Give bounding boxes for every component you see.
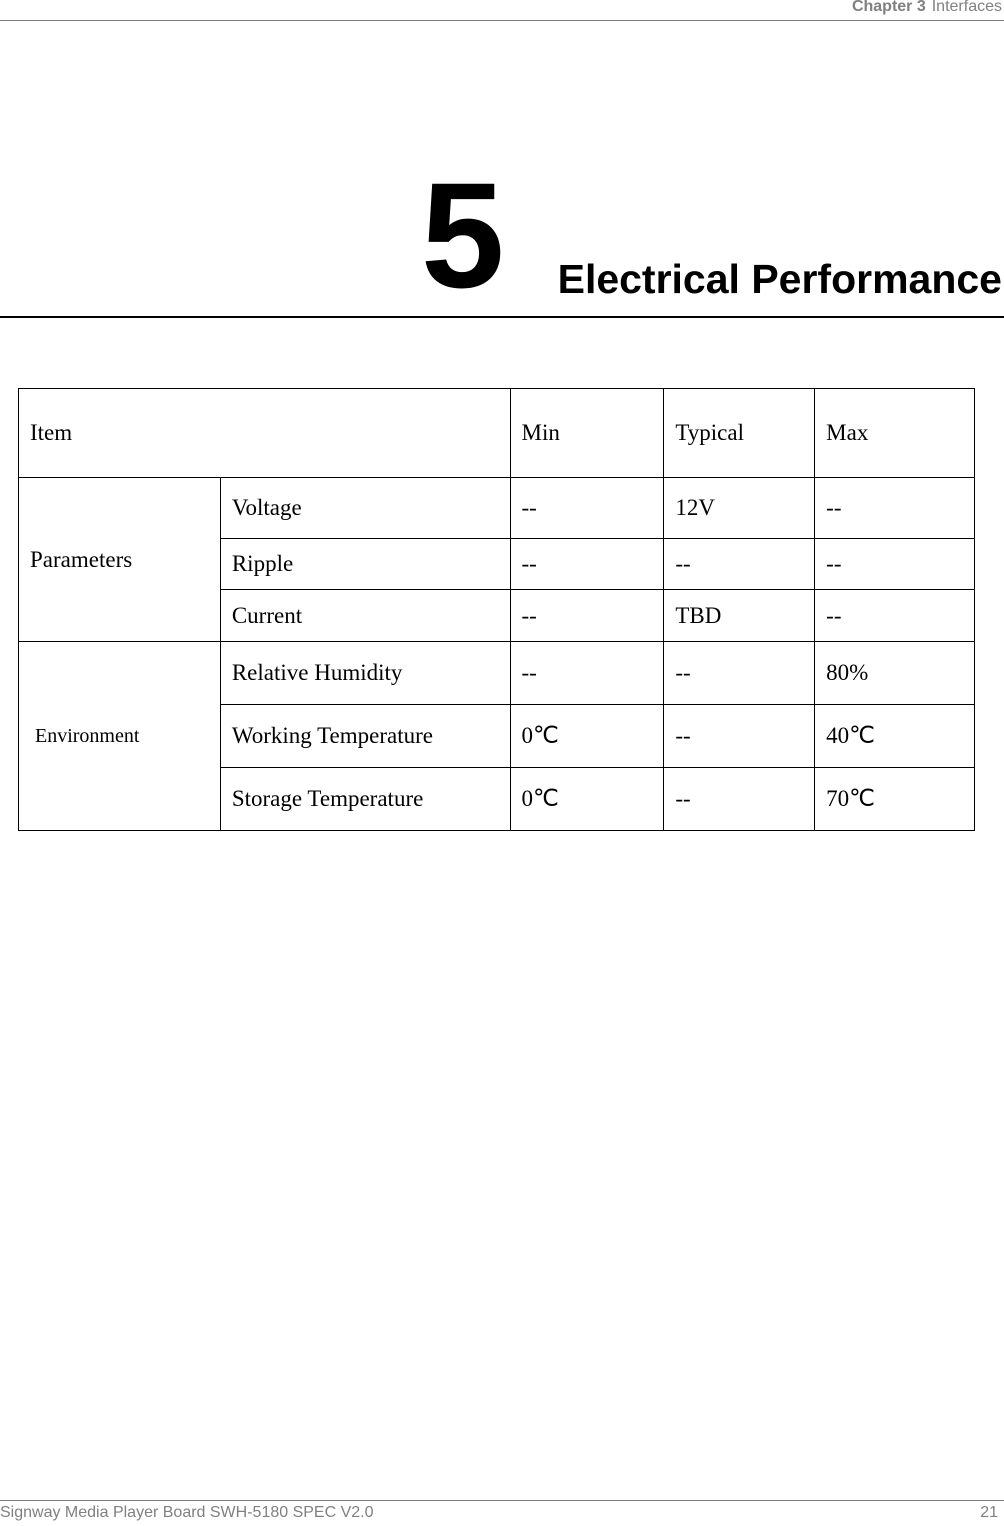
cell-item: Relative Humidity bbox=[220, 642, 510, 705]
chapter-number: 5 bbox=[421, 151, 503, 319]
cell-item: Current bbox=[220, 590, 510, 642]
page-header bbox=[0, 0, 1004, 21]
cell-min: -- bbox=[510, 539, 664, 590]
cell-min: 0℃ bbox=[510, 705, 664, 768]
table-row bbox=[19, 478, 975, 539]
cell-typical: TBD bbox=[664, 590, 815, 642]
header-cell-max: Max bbox=[815, 389, 975, 478]
cell-min: 0℃ bbox=[510, 768, 664, 831]
cell-typical: -- bbox=[664, 705, 815, 768]
cell-max: 70℃ bbox=[815, 768, 975, 831]
cell-item: Working Temperature bbox=[220, 705, 510, 768]
header-cell-item: Item bbox=[19, 389, 511, 478]
header-cell-min: Min bbox=[510, 389, 664, 478]
cell-typical: 12V bbox=[664, 478, 815, 539]
cell-min: -- bbox=[510, 642, 664, 705]
header-section: Interfaces bbox=[931, 0, 1002, 15]
cell-item: Ripple bbox=[220, 539, 510, 590]
cell-typical: -- bbox=[664, 768, 815, 831]
cell-item: Voltage bbox=[220, 478, 510, 539]
electrical-spec-table bbox=[18, 388, 975, 831]
header-cell-typical: Typical bbox=[664, 389, 815, 478]
cell-item: Storage Temperature bbox=[220, 768, 510, 831]
cell-min: -- bbox=[510, 590, 664, 642]
page-number: 21 bbox=[980, 1504, 998, 1521]
footer-document-title: Signway Media Player Board SWH-5180 SPEC V2.0 bbox=[0, 1504, 374, 1521]
header-text bbox=[852, 0, 1002, 16]
cell-min: -- bbox=[510, 478, 664, 539]
cell-max: -- bbox=[815, 590, 975, 642]
cell-typical: -- bbox=[664, 539, 815, 590]
group-label-parameters: Parameters bbox=[19, 478, 221, 642]
page-footer bbox=[0, 1500, 1004, 1526]
cell-max: 80% bbox=[815, 642, 975, 705]
table-row bbox=[19, 642, 975, 705]
cell-max: -- bbox=[815, 539, 975, 590]
cell-max: 40℃ bbox=[815, 705, 975, 768]
chapter-heading bbox=[0, 151, 1004, 319]
cell-max: -- bbox=[815, 478, 975, 539]
chapter-title: Electrical Performance bbox=[557, 256, 1002, 302]
cell-typical: -- bbox=[664, 642, 815, 705]
table-header-row bbox=[19, 389, 975, 478]
header-chapter: Chapter 3 bbox=[851, 0, 926, 15]
group-label-environment: Environment bbox=[19, 642, 221, 831]
